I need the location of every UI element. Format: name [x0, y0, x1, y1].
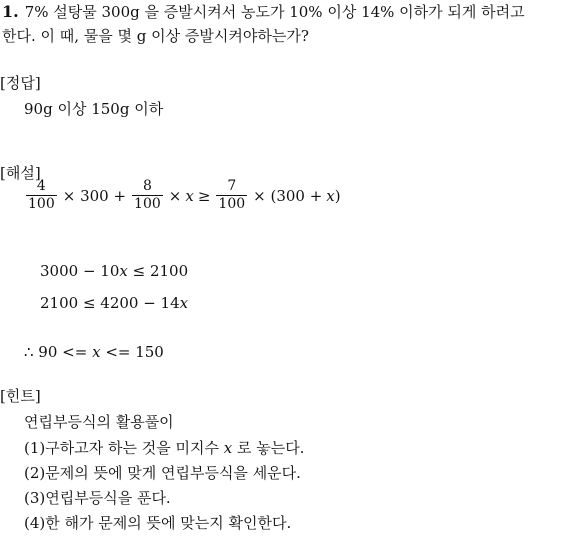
fraction-2: $\frac{8}{100}$	[134, 178, 161, 212]
answer-label: [정답]	[0, 74, 41, 92]
hint-step-2: (2)문제의 뜻에 맞게 연립부등식을 세운다.	[24, 464, 301, 482]
fraction-1: $\frac{4}{100}$	[28, 178, 55, 212]
fraction-3: $\frac{7}{100}$	[218, 178, 246, 212]
problem-line-1	[2, 2, 525, 22]
hint-step-3: (3)연립부등식을 푼다.	[24, 489, 171, 507]
hint-step-4: (4)한 해가 문제의 뜻에 맞는지 확인한다.	[24, 514, 292, 532]
hint-step-1: (1)구하고자 하는 것을 미지수 x 로 놓는다.	[24, 439, 305, 457]
solution-label: [해설]	[0, 164, 41, 182]
solution-step-1: 3000 − 10x ≤ 2100	[40, 262, 189, 280]
hint-label: [힌트]	[0, 387, 41, 405]
problem-text-1: 7% 설탕물 300g 을 증발시켜서 농도가 10% 이상 14% 이하가 되게 하려고	[24, 3, 525, 21]
hint-title: 연립부등식의 활용풀이	[24, 413, 174, 431]
problem-line-2: 한다. 이 때, 물을 몇 g 이상 증발시켜야하는가?	[2, 27, 309, 45]
problem-number: 1.	[2, 2, 19, 21]
solution-step-2: 2100 ≤ 4200 − 14x	[40, 294, 189, 312]
answer-text: 90g 이상 150g 이하	[24, 100, 164, 118]
solution-equation: $\frac{4}{100}$ × 300 + $\frac{8}{100}$ × x ≥ $\frac{7}{100}$ × (300 + x )	[28, 178, 341, 212]
solution-conclusion: ∴ 90 <= x <= 150	[24, 343, 164, 361]
